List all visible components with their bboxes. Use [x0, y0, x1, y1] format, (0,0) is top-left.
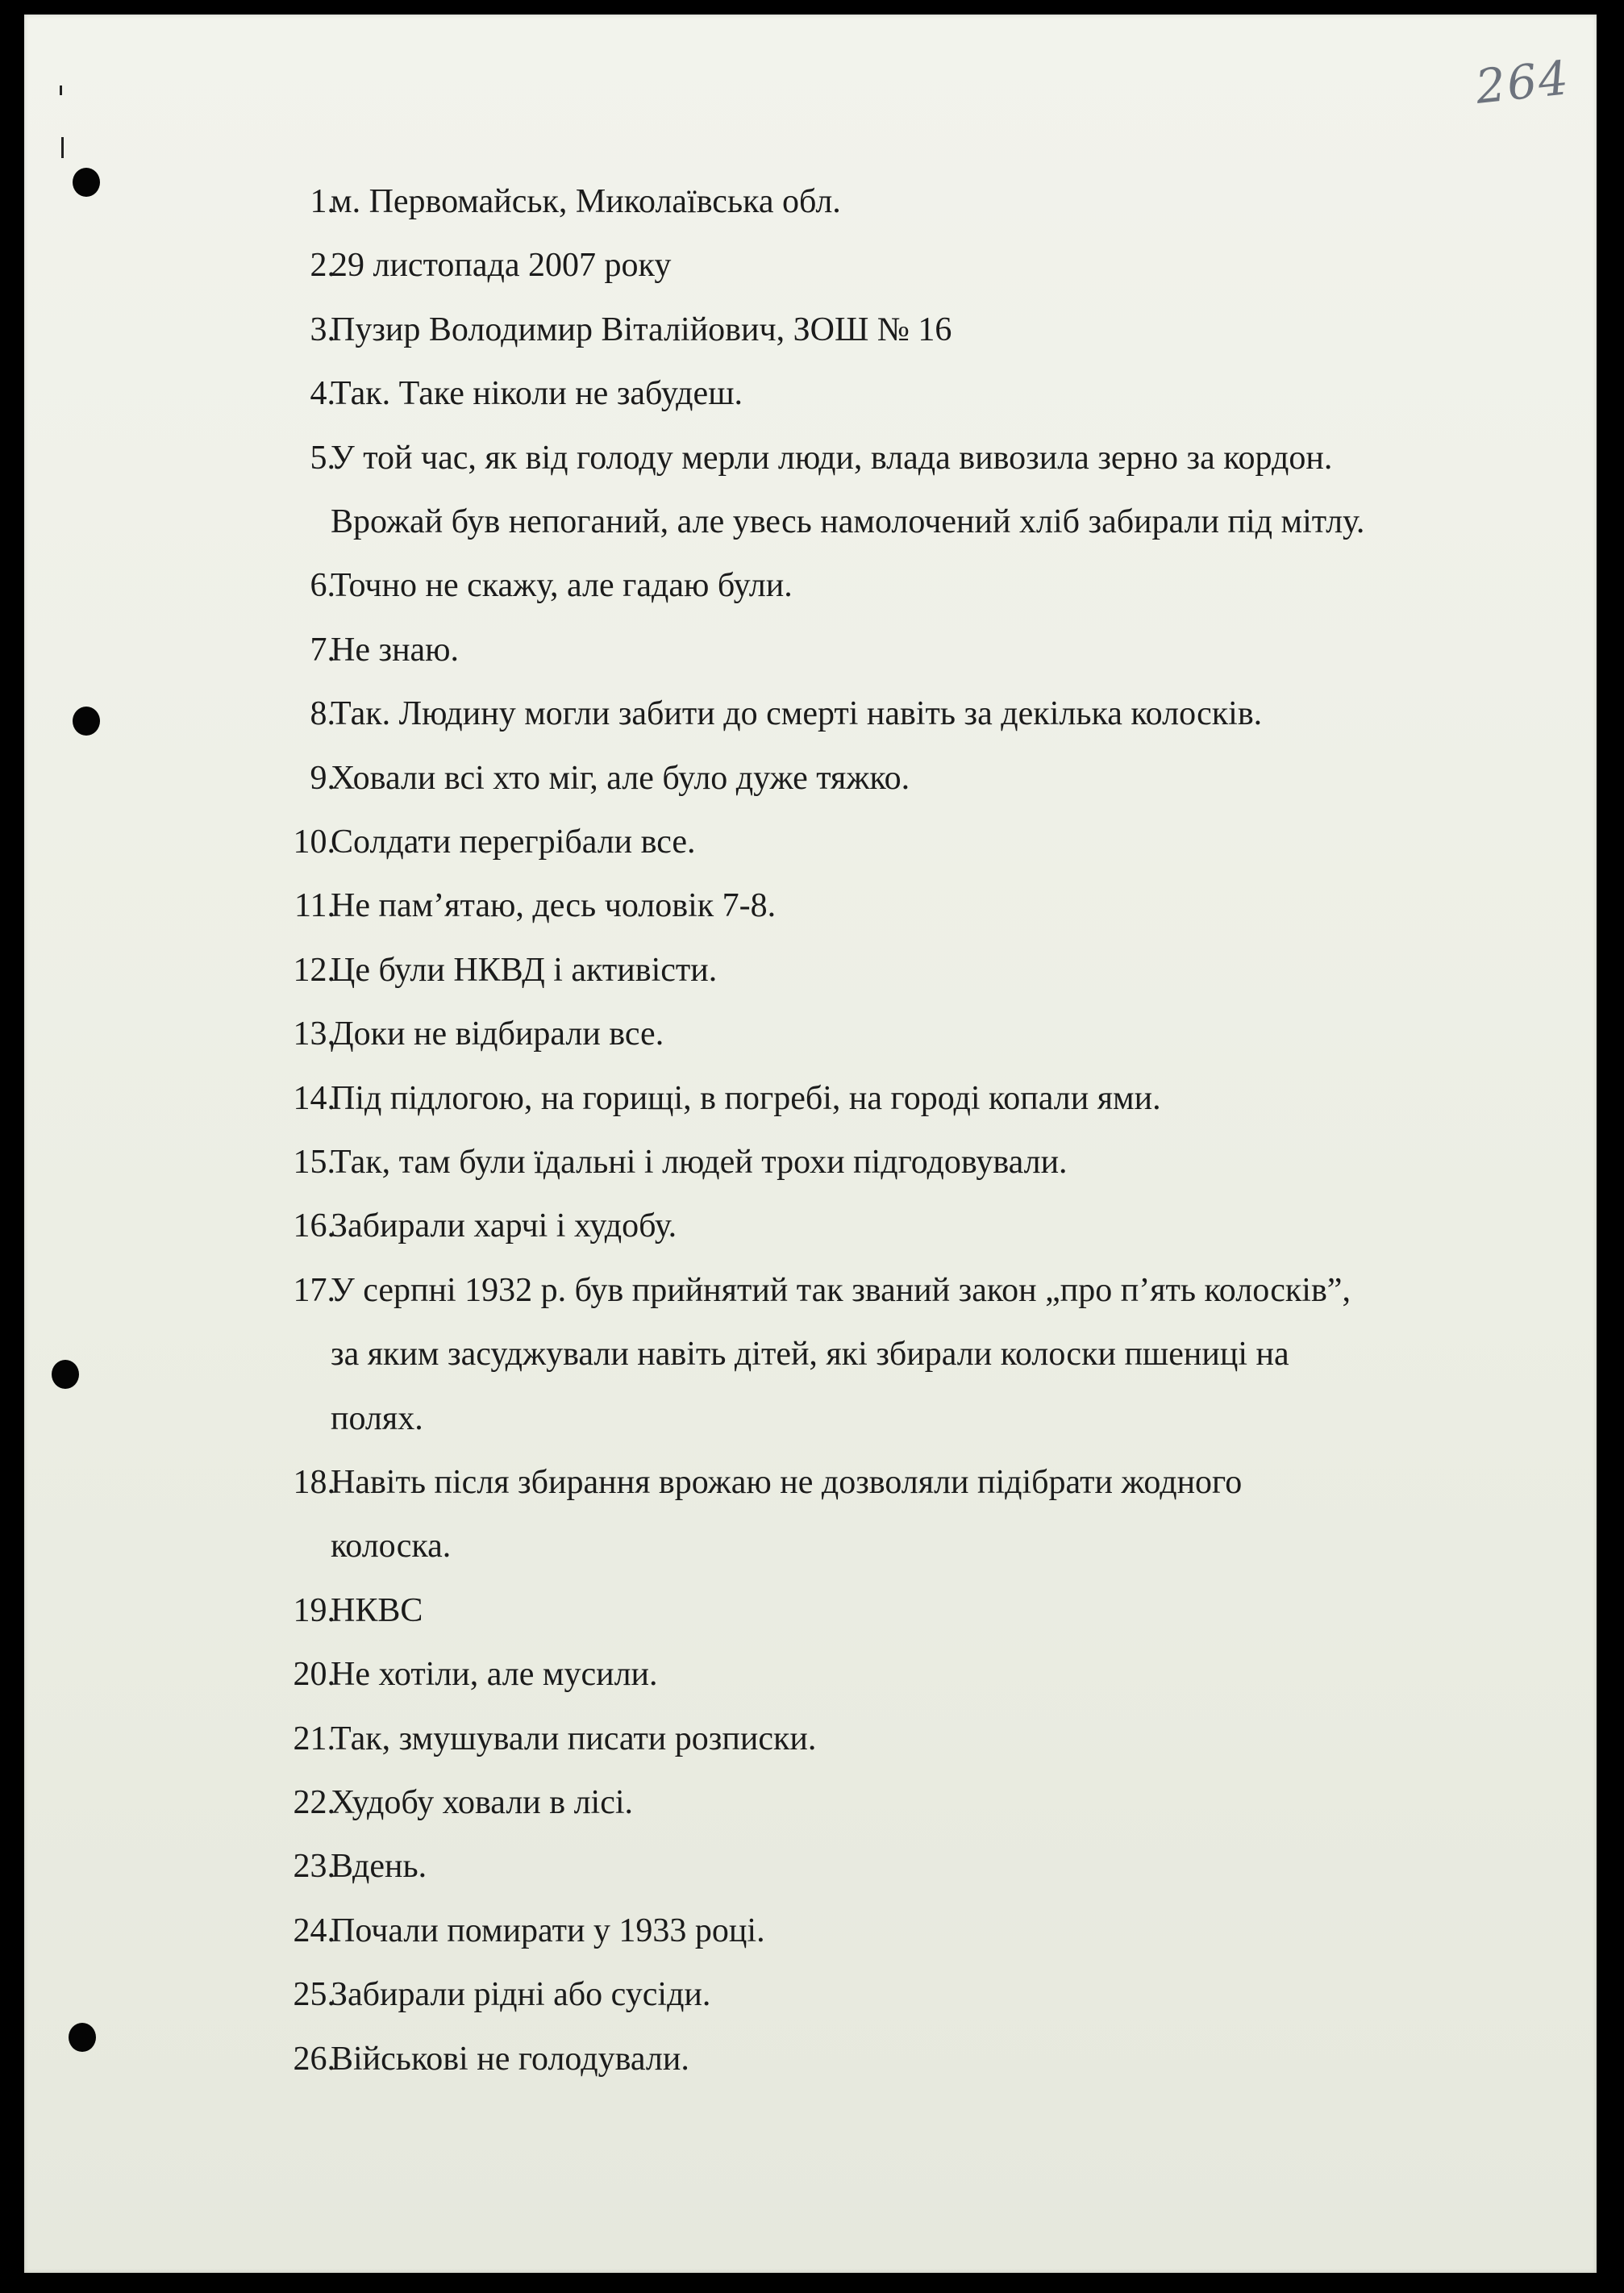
- item-text: Так. Людину могли забити до смерті навіть за декілька колосків.: [331, 695, 1263, 733]
- item-number: 11.: [294, 887, 335, 925]
- item-text: Ховали всі хто міг, але було дуже тяжко.: [331, 759, 910, 797]
- item-text: У серпні 1932 р. був прийнятий так званий закон „про п’ять колосків”,: [331, 1271, 1351, 1309]
- item-number: 17.: [293, 1271, 335, 1309]
- item-text: полях.: [331, 1399, 423, 1437]
- item-text: НКВС: [331, 1591, 423, 1629]
- item-number: 24.: [293, 1912, 335, 1949]
- item-number: 22.: [293, 1784, 335, 1821]
- punch-hole: [73, 168, 100, 197]
- item-text: Так, змушували писати розписки.: [331, 1720, 817, 1757]
- item-number: 7.: [310, 631, 335, 669]
- item-number: 4.: [310, 375, 335, 413]
- item-text: Під підлогою, на горищі, в погребі, на городі копали ями.: [331, 1079, 1161, 1117]
- punch-hole: [69, 2023, 96, 2052]
- item-text: Солдати перегрібали все.: [331, 823, 696, 861]
- item-number: 26.: [293, 2040, 335, 2078]
- item-text: Врожай був непоганий, але увесь намолочений хліб забирали під мітлу.: [331, 502, 1365, 540]
- item-number: 21.: [293, 1720, 335, 1757]
- item-number: 23.: [293, 1848, 335, 1886]
- item-text: Не пам’ятаю, десь чоловік 7-8.: [331, 887, 777, 925]
- item-text: Не знаю.: [331, 631, 460, 669]
- item-text: Військові не голодували.: [331, 2040, 689, 2078]
- item-text: Точно не скажу, але гадаю були.: [331, 567, 793, 605]
- item-text: Доки не відбирали все.: [331, 1015, 664, 1053]
- item-number: 19.: [293, 1591, 335, 1629]
- item-number: 8.: [310, 695, 335, 733]
- item-text: Пузир Володимир Віталійович, ЗОШ № 16: [331, 311, 952, 348]
- item-text: Забирали рідні або сусіди.: [331, 1976, 711, 2014]
- item-text: Навіть після збирання врожаю не дозволяли підібрати жодного: [331, 1464, 1243, 1501]
- item-number: 3.: [310, 311, 335, 348]
- item-number: 16.: [293, 1207, 335, 1245]
- item-text: колоска.: [331, 1528, 452, 1565]
- item-number: 2.: [310, 247, 335, 285]
- item-number: 15.: [293, 1144, 335, 1181]
- item-number: 20.: [293, 1656, 335, 1694]
- item-number: 12.: [293, 951, 335, 989]
- item-number: 10.: [293, 823, 335, 861]
- item-number: 14.: [293, 1079, 335, 1117]
- item-text: Забирали харчі і худобу.: [331, 1207, 677, 1245]
- document-page: [24, 15, 1597, 2273]
- item-text: Не хотіли, але мусили.: [331, 1656, 658, 1694]
- item-number: 13.: [293, 1015, 335, 1053]
- margin-mark: [60, 85, 62, 95]
- item-text: Так. Таке ніколи не забудеш.: [331, 375, 743, 413]
- item-text: Почали помирати у 1933 році.: [331, 1912, 765, 1949]
- margin-mark: [61, 137, 64, 158]
- item-number: 5.: [310, 439, 335, 477]
- item-text: Це були НКВД і активісти.: [331, 951, 718, 989]
- punch-hole: [73, 707, 100, 736]
- item-number: 6.: [310, 567, 335, 605]
- item-number: 18.: [293, 1464, 335, 1501]
- item-number: 9.: [310, 759, 335, 797]
- item-text: Так, там були їдальні і людей трохи підгодовували.: [331, 1144, 1068, 1181]
- item-number: 25.: [293, 1976, 335, 2014]
- handwritten-page-number: 264: [1472, 50, 1572, 115]
- item-text: за яким засуджували навіть дітей, які збирали колоски пшениці на: [331, 1336, 1289, 1374]
- item-text: Вдень.: [331, 1848, 427, 1886]
- item-text: м. Первомайськ, Миколаївська обл.: [331, 183, 841, 220]
- punch-hole: [52, 1360, 79, 1389]
- item-number: 1.: [310, 183, 335, 220]
- item-text: Худобу ховали в лісі.: [331, 1784, 634, 1821]
- item-text: 29 листопада 2007 року: [331, 247, 672, 285]
- item-text: У той час, як від голоду мерли люди, влада вивозила зерно за кордон.: [331, 439, 1333, 477]
